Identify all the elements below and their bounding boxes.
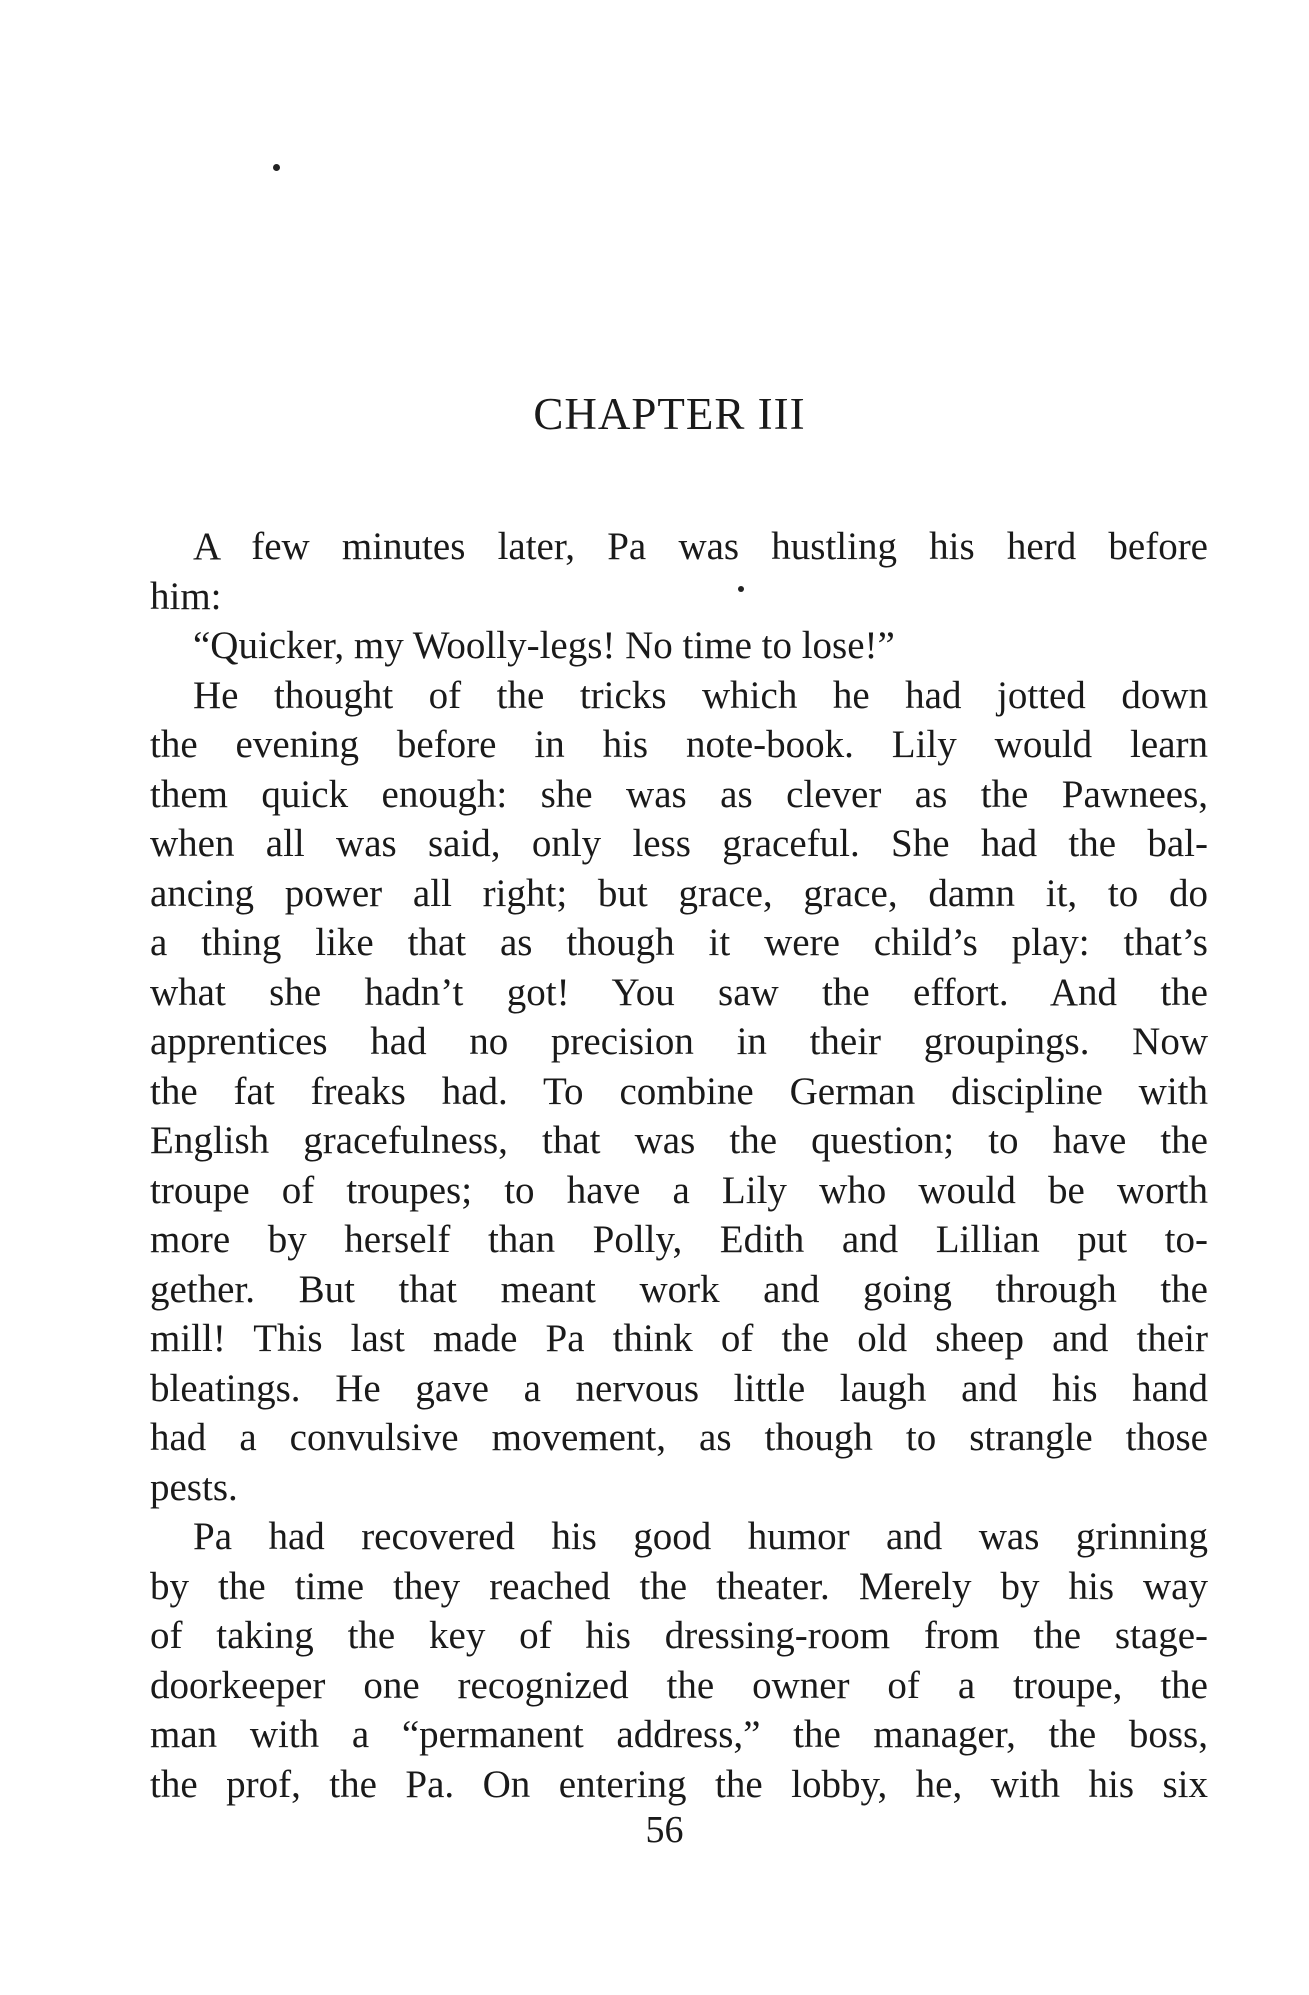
text-line: him: bbox=[150, 574, 222, 618]
page-number: 56 bbox=[645, 1809, 684, 1851]
text-line: more by herself than Polly, Edith and Lillian put to- bbox=[150, 1218, 1208, 1261]
text-line: apprentices had no precision in their groupings. Now bbox=[150, 1020, 1208, 1063]
text-line: gether. But that meant work and going through the bbox=[150, 1267, 1208, 1311]
ink-speck bbox=[273, 164, 280, 171]
text-line: when all was said, only less graceful. She had the bal- bbox=[150, 822, 1208, 865]
text-line: a thing like that as though it were child’s play: that’s bbox=[150, 921, 1208, 964]
text-line: had a convulsive movement, as though to strangle those bbox=[150, 1416, 1208, 1459]
text-line: “Quicker, my Woolly-legs! No time to lose!” bbox=[193, 624, 895, 667]
text-line: English gracefulness, that was the question; to have the bbox=[150, 1119, 1208, 1162]
text-line: ancing power all right; but grace, grace, damn it, to do bbox=[150, 871, 1208, 915]
text-line: them quick enough: she was as clever as the Pawnees, bbox=[150, 772, 1208, 816]
text-line: of taking the key of his dressing-room from the stage- bbox=[150, 1614, 1208, 1657]
body-text bbox=[150, 522, 1208, 1809]
text-line: bleatings. He gave a nervous little laugh and his hand bbox=[150, 1366, 1208, 1410]
text-line: man with a “permanent address,” the manager, the boss, bbox=[150, 1713, 1208, 1756]
text-line: Pa had recovered his good humor and was grinning bbox=[193, 1515, 1208, 1558]
text-line: the fat freaks had. To combine German discipline with bbox=[150, 1069, 1208, 1113]
text-line: by the time they reached the theater. Merely by his way bbox=[150, 1564, 1208, 1608]
text-line: the evening before in his note-book. Lily would learn bbox=[150, 723, 1208, 766]
text-line: troupe of troupes; to have a Lily who would be worth bbox=[150, 1168, 1208, 1212]
text-line: mill! This last made Pa think of the old sheep and their bbox=[150, 1317, 1208, 1360]
text-line: the prof, the Pa. On entering the lobby, he, with his six bbox=[150, 1762, 1208, 1806]
text-line: pests. bbox=[150, 1465, 238, 1509]
chapter-title: CHAPTER III bbox=[533, 389, 806, 439]
text-line: A few minutes later, Pa was hustling his herd before bbox=[193, 525, 1208, 568]
text-line: what she hadn’t got! You saw the effort. And the bbox=[150, 970, 1208, 1014]
text-line: He thought of the tricks which he had jotted down bbox=[193, 673, 1208, 717]
text-line: doorkeeper one recognized the owner of a troupe, the bbox=[150, 1663, 1208, 1707]
